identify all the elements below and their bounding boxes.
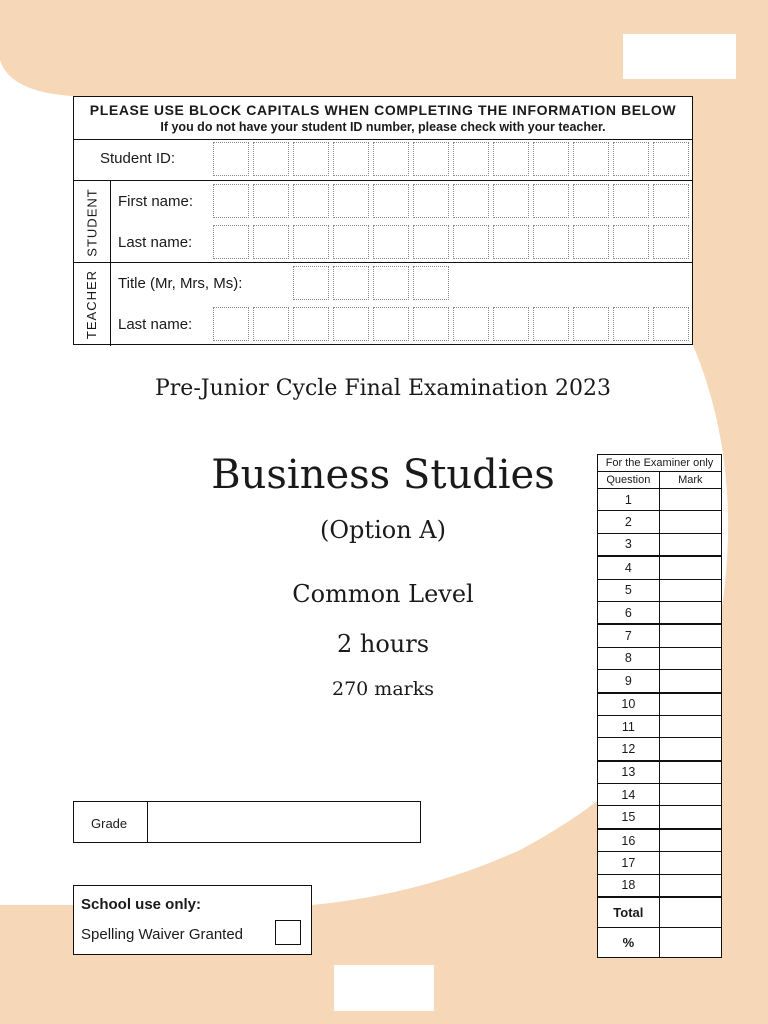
- last-name-box[interactable]: [493, 225, 529, 259]
- mark-cell[interactable]: [659, 761, 721, 784]
- question-row: [598, 784, 722, 806]
- question-row: [598, 601, 722, 624]
- first-name-box[interactable]: [573, 184, 609, 218]
- info-header-line1: PLEASE USE BLOCK CAPITALS WHEN COMPLETING THE INFORMATION BELOW: [89, 102, 677, 118]
- question-number: 5: [598, 579, 660, 601]
- question-row: [598, 874, 722, 897]
- teacher-last-name-row: [74, 304, 692, 345]
- mark-cell[interactable]: [659, 738, 721, 761]
- first-name-box[interactable]: [253, 184, 289, 218]
- mark-cell[interactable]: [659, 852, 721, 874]
- spelling-waiver-label: Spelling Waiver Granted: [81, 926, 244, 943]
- mark-cell[interactable]: [659, 693, 721, 716]
- question-row: [598, 624, 722, 647]
- question-number: 16: [598, 829, 660, 852]
- question-number: 12: [598, 738, 660, 761]
- first-name-boxes: [213, 184, 689, 218]
- student-id-box[interactable]: [573, 142, 609, 176]
- student-id-boxes: [213, 142, 689, 176]
- question-number: 1: [598, 489, 660, 511]
- last-name-box[interactable]: [293, 225, 329, 259]
- info-header: [74, 97, 692, 140]
- last-name-boxes: [213, 225, 689, 259]
- level-label: Common Level: [292, 580, 474, 608]
- teacher-section-label: TEACHER: [84, 269, 100, 339]
- teacher-title-box[interactable]: [373, 266, 409, 300]
- student-id-box[interactable]: [413, 142, 449, 176]
- mark-cell[interactable]: [659, 670, 721, 693]
- total-mark-cell[interactable]: [659, 897, 721, 928]
- first-name-box[interactable]: [373, 184, 409, 218]
- first-name-box[interactable]: [213, 184, 249, 218]
- mark-cell[interactable]: [659, 533, 721, 556]
- student-id-box[interactable]: [253, 142, 289, 176]
- grade-box: [73, 801, 421, 843]
- question-number: 8: [598, 647, 660, 669]
- student-id-box[interactable]: [453, 142, 489, 176]
- mark-column-header: Mark: [659, 472, 721, 489]
- top-white-tab: [623, 34, 736, 79]
- teacher-last-name-box[interactable]: [653, 307, 689, 341]
- last-name-box[interactable]: [613, 225, 649, 259]
- subject-title: Business Studies: [211, 452, 555, 498]
- last-name-box[interactable]: [413, 225, 449, 259]
- student-id-box[interactable]: [293, 142, 329, 176]
- teacher-title-box[interactable]: [413, 266, 449, 300]
- first-name-box[interactable]: [533, 184, 569, 218]
- mark-cell[interactable]: [659, 511, 721, 533]
- question-number: 6: [598, 601, 660, 624]
- student-id-row: [74, 139, 692, 180]
- teacher-title-box[interactable]: [293, 266, 329, 300]
- question-number: 15: [598, 806, 660, 829]
- first-name-row: [74, 181, 692, 222]
- option-label: (Option A): [320, 516, 446, 544]
- question-column-header: Question: [598, 472, 660, 489]
- teacher-last-name-box[interactable]: [493, 307, 529, 341]
- teacher-last-name-box[interactable]: [613, 307, 649, 341]
- teacher-last-name-box[interactable]: [213, 307, 249, 341]
- teacher-title-box[interactable]: [333, 266, 369, 300]
- last-name-label: Last name:: [118, 234, 193, 251]
- mark-cell[interactable]: [659, 579, 721, 601]
- student-id-box[interactable]: [213, 142, 249, 176]
- student-id-box[interactable]: [653, 142, 689, 176]
- question-number: 17: [598, 852, 660, 874]
- first-name-box[interactable]: [453, 184, 489, 218]
- question-row: [598, 533, 722, 556]
- teacher-last-name-box[interactable]: [413, 307, 449, 341]
- student-id-box[interactable]: [613, 142, 649, 176]
- teacher-last-name-box[interactable]: [453, 307, 489, 341]
- teacher-last-name-boxes: [213, 307, 689, 341]
- last-name-row: [74, 222, 692, 263]
- question-number: 3: [598, 533, 660, 556]
- last-name-box[interactable]: [533, 225, 569, 259]
- spelling-waiver-checkbox[interactable]: [275, 920, 301, 945]
- mark-cell[interactable]: [659, 489, 721, 511]
- question-number: 9: [598, 670, 660, 693]
- student-id-box[interactable]: [373, 142, 409, 176]
- marks-label: 270 marks: [332, 678, 434, 700]
- mark-cell[interactable]: [659, 874, 721, 897]
- question-number: 4: [598, 556, 660, 579]
- exam-name: Pre-Junior Cycle Final Examination 2023: [154, 376, 611, 401]
- teacher-last-name-box[interactable]: [333, 307, 369, 341]
- question-number: 13: [598, 761, 660, 784]
- question-row: [598, 556, 722, 579]
- student-id-label: Student ID:: [100, 150, 176, 167]
- teacher-last-name-label: Last name:: [118, 316, 193, 333]
- student-id-box[interactable]: [493, 142, 529, 176]
- question-number: 14: [598, 784, 660, 806]
- mark-cell[interactable]: [659, 784, 721, 806]
- mark-cell[interactable]: [659, 829, 721, 852]
- first-name-box[interactable]: [333, 184, 369, 218]
- first-name-box[interactable]: [493, 184, 529, 218]
- question-row: [598, 489, 722, 511]
- first-name-box[interactable]: [653, 184, 689, 218]
- last-name-box[interactable]: [373, 225, 409, 259]
- teacher-title-boxes: [293, 266, 449, 300]
- question-number: 10: [598, 693, 660, 716]
- percent-mark-cell[interactable]: [659, 928, 721, 958]
- last-name-box[interactable]: [333, 225, 369, 259]
- mark-cell[interactable]: [659, 647, 721, 669]
- question-number: 11: [598, 715, 660, 737]
- teacher-last-name-box[interactable]: [373, 307, 409, 341]
- teacher-last-name-box[interactable]: [573, 307, 609, 341]
- examiner-table: [597, 454, 722, 958]
- percent-label: %: [598, 928, 660, 958]
- first-name-label: First name:: [118, 193, 194, 210]
- last-name-box[interactable]: [653, 225, 689, 259]
- question-row: [598, 829, 722, 852]
- student-section-label: STUDENT: [84, 187, 100, 257]
- teacher-title-label: Title (Mr, Mrs, Ms):: [118, 275, 243, 292]
- last-name-box[interactable]: [453, 225, 489, 259]
- teacher-last-name-box[interactable]: [293, 307, 329, 341]
- question-row: [598, 738, 722, 761]
- student-id-box[interactable]: [333, 142, 369, 176]
- question-rows: [598, 489, 722, 898]
- mark-cell[interactable]: [659, 624, 721, 647]
- question-number: 18: [598, 874, 660, 897]
- question-number: 2: [598, 511, 660, 533]
- question-row: [598, 511, 722, 533]
- first-name-box[interactable]: [613, 184, 649, 218]
- question-row: [598, 761, 722, 784]
- student-id-box[interactable]: [533, 142, 569, 176]
- mark-cell[interactable]: [659, 715, 721, 737]
- question-row: [598, 715, 722, 737]
- first-name-box[interactable]: [293, 184, 329, 218]
- last-name-box[interactable]: [573, 225, 609, 259]
- question-number: 7: [598, 624, 660, 647]
- question-row: [598, 852, 722, 874]
- teacher-title-row: [74, 263, 692, 304]
- question-row: [598, 806, 722, 829]
- question-row: [598, 670, 722, 693]
- question-row: [598, 647, 722, 669]
- last-name-box[interactable]: [213, 225, 249, 259]
- first-name-box[interactable]: [413, 184, 449, 218]
- bottom-white-tab: [334, 965, 434, 1011]
- examiner-caption: For the Examiner only: [598, 455, 722, 472]
- teacher-last-name-box[interactable]: [253, 307, 289, 341]
- info-header-line2: If you do not have your student ID number, please check with your teacher.: [160, 120, 606, 134]
- mark-cell[interactable]: [659, 601, 721, 624]
- grade-label: Grade: [91, 816, 128, 831]
- duration-label: 2 hours: [336, 630, 430, 658]
- question-row: [598, 693, 722, 716]
- student-info-table: [73, 96, 693, 345]
- question-row: [598, 579, 722, 601]
- mark-cell[interactable]: [659, 806, 721, 829]
- total-label: Total: [598, 897, 660, 928]
- school-use-heading: School use only:: [81, 896, 202, 913]
- last-name-box[interactable]: [253, 225, 289, 259]
- teacher-last-name-box[interactable]: [533, 307, 569, 341]
- school-use-box: [73, 885, 312, 955]
- mark-cell[interactable]: [659, 556, 721, 579]
